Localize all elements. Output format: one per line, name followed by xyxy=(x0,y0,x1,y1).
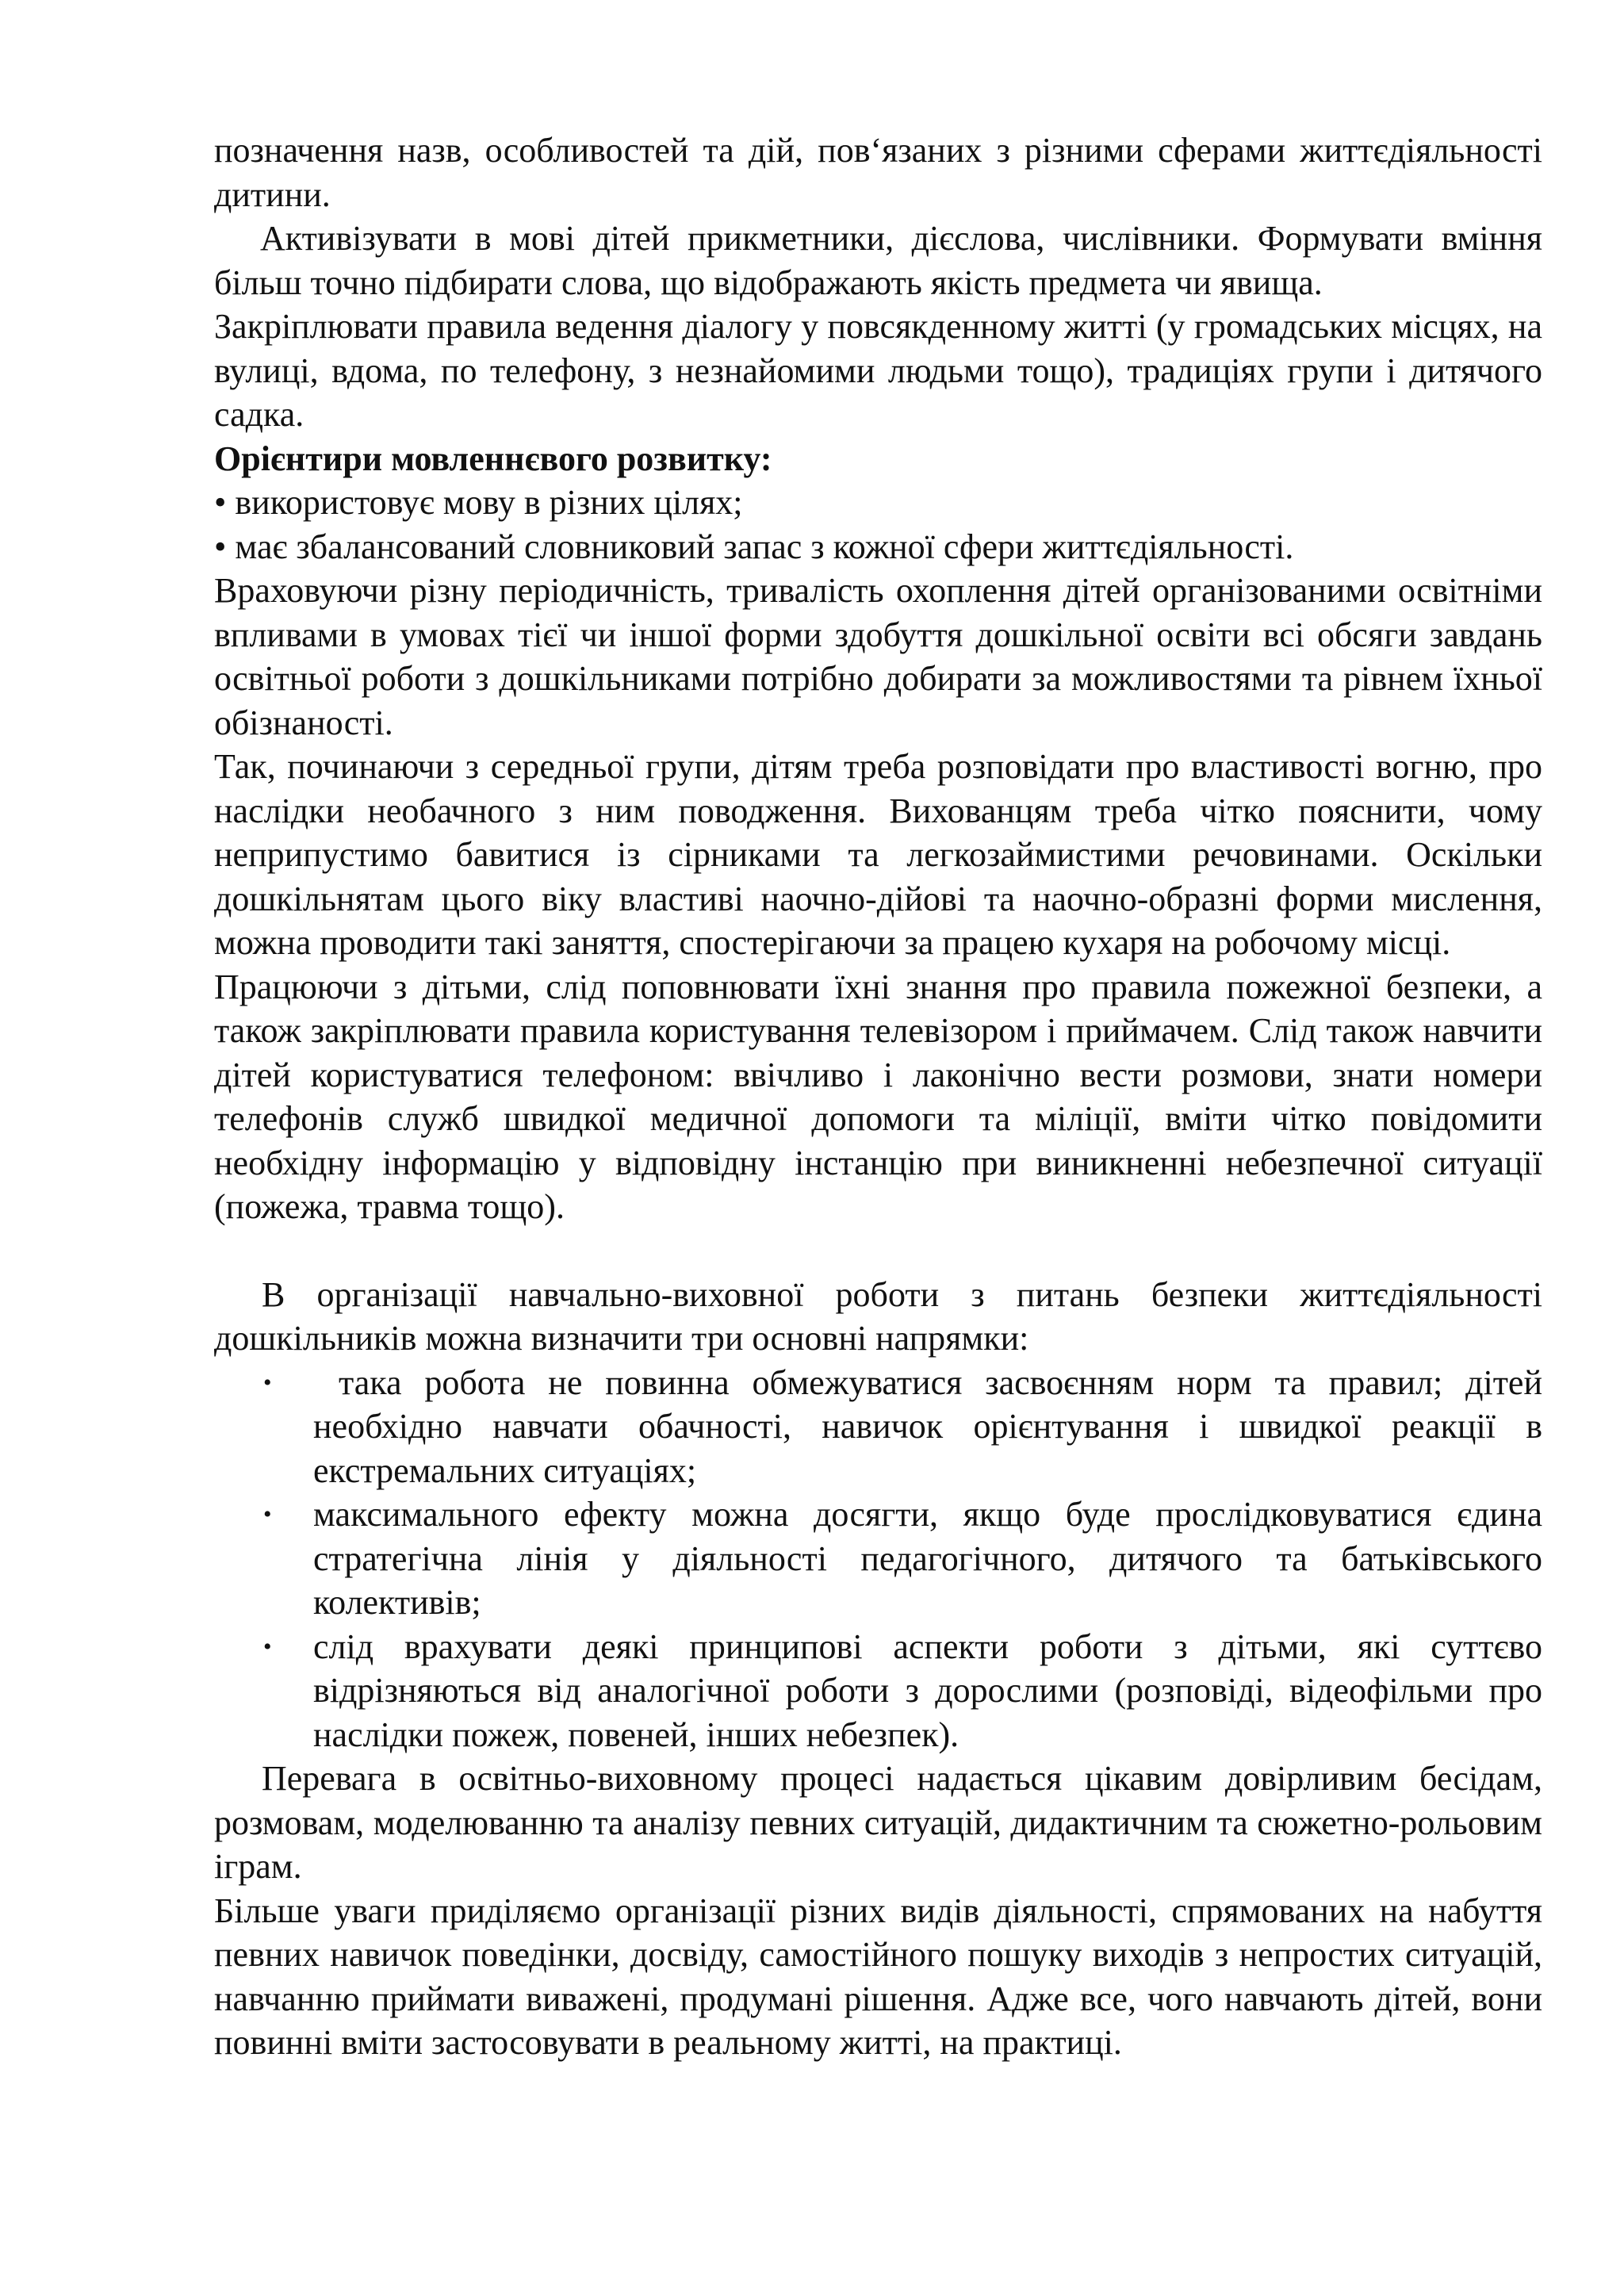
list-item-text: максимального ефекту можна досягти, якщо буде прослідковуватися єдина стратегічна лінія у діяльності педагогічного, дитячого та батьківського колективів; xyxy=(313,1495,1542,1622)
bullet-icon: • xyxy=(263,1633,272,1660)
orientation-item: • використовує мову в різних цілях; xyxy=(214,483,743,522)
list-item xyxy=(214,1625,1542,1757)
paragraph-activate-speech: Активізувати в мові дітей прикметники, дієслова, числівники. Формувати вміння більш точно підбирати слова, що відображають якість предмета чи явища. xyxy=(214,219,1542,302)
paragraph-directions-intro: В організації навчально-виховної роботи з питань безпеки життєдіяльності дошкільників можна визначити три основні напрямки: xyxy=(214,1274,1542,1358)
paragraph-continuation: позначення назв, особливостей та дій, пов‘язаних з різними сферами життєдіяльності дитини. xyxy=(214,131,1542,214)
list-item-text: слід врахувати деякі принципові аспекти роботи з дітьми, які суттєво відрізняються від аналогічної роботи з дорослими (розповіді, відеофільми про наслідки пожеж, повеней, інших небезпек). xyxy=(313,1626,1542,1754)
paragraph-dialogue-rules: Закріплювати правила ведення діалогу у повсякденному житті (у громадських місцях, на вулиці, вдома, по телефону, з незнайомими людьми тощо), традиціях групи і дитячого садка. xyxy=(214,307,1542,434)
paragraph-fire-properties: Так, починаючи з середньої групи, дітям треба розповідати про властивості вогню, про наслідки необачного з ним поводження. Вихованцям треба чітко пояснити, чому неприпустимо бавитися із сірниками та легкозаймистими речовинами. Оскільки дошкільнятам цього віку властиві наочно-дійові та наочно-образні форми мислення, можна проводити такі заняття, спостерігаючи за працею кухаря на робочому місці. xyxy=(214,747,1542,962)
paragraph-preference: Перевага в освітньо-виховному процесі надається цікавим довірливим бесідам, розмовам, моделюванню та аналізу певних ситуацій, дидактичним та сюжетно-рольовим іграм. xyxy=(214,1759,1542,1886)
orientation-item: • має збалансований словниковий запас з кожної сфери життєдіяльності. xyxy=(214,527,1294,566)
directions-list xyxy=(214,1361,1542,1757)
document-page xyxy=(214,128,1542,2065)
bullet-icon: • xyxy=(263,1501,272,1527)
section-heading: Орієнтири мовленнєвого розвитку: xyxy=(214,439,772,478)
paragraph-phone-safety: Працюючи з дітьми, слід поповнювати їхні знання про правила пожежної безпеки, а також закріплювати правила користування телевізором і приймачем. Слід також навчити дітей користуватися телефоном: ввічливо і лаконічно вести розмови, знати номери телефонів служб швидкої медичної допомоги та міліції, вміти чітко повідомити необхідну інформацію у відповідну інстанцію при виникненні небезпечної ситуації (пожежа, травма тощо). xyxy=(214,967,1542,1226)
list-item-text: така робота не повинна обмежуватися засвоєнням норм та правил; дітей необхідно навчати обачності, навичок орієнтування і швидкої реакції в екстремальних ситуаціях; xyxy=(313,1362,1542,1490)
paragraph-activities: Більше уваги приділяємо організації різних видів діяльності, спрямованих на набуття певних навичок поведінки, досвіду, самостійного пошуку виходів з непростих ситуацій, навчанню приймати виважені, продумані рішення. Адже все, чого навчають дітей, вони повинні вміти застосовувати в реальному житті, на практиці. xyxy=(214,1891,1542,2062)
list-item xyxy=(214,1361,1542,1493)
paragraph-periodicity: Враховуючи різну періодичність, тривалість охоплення дітей організованими освітніми впливами в умовах тієї чи іншої форми здобуття дошкільної освіти всі обсяги завдань освітньої роботи з дошкільниками потрібно добирати за можливостями та рівнем їхньої обізнаності. xyxy=(214,571,1542,742)
blank-line xyxy=(214,1229,1542,1273)
list-item xyxy=(214,1492,1542,1625)
bullet-icon: • xyxy=(263,1369,272,1396)
